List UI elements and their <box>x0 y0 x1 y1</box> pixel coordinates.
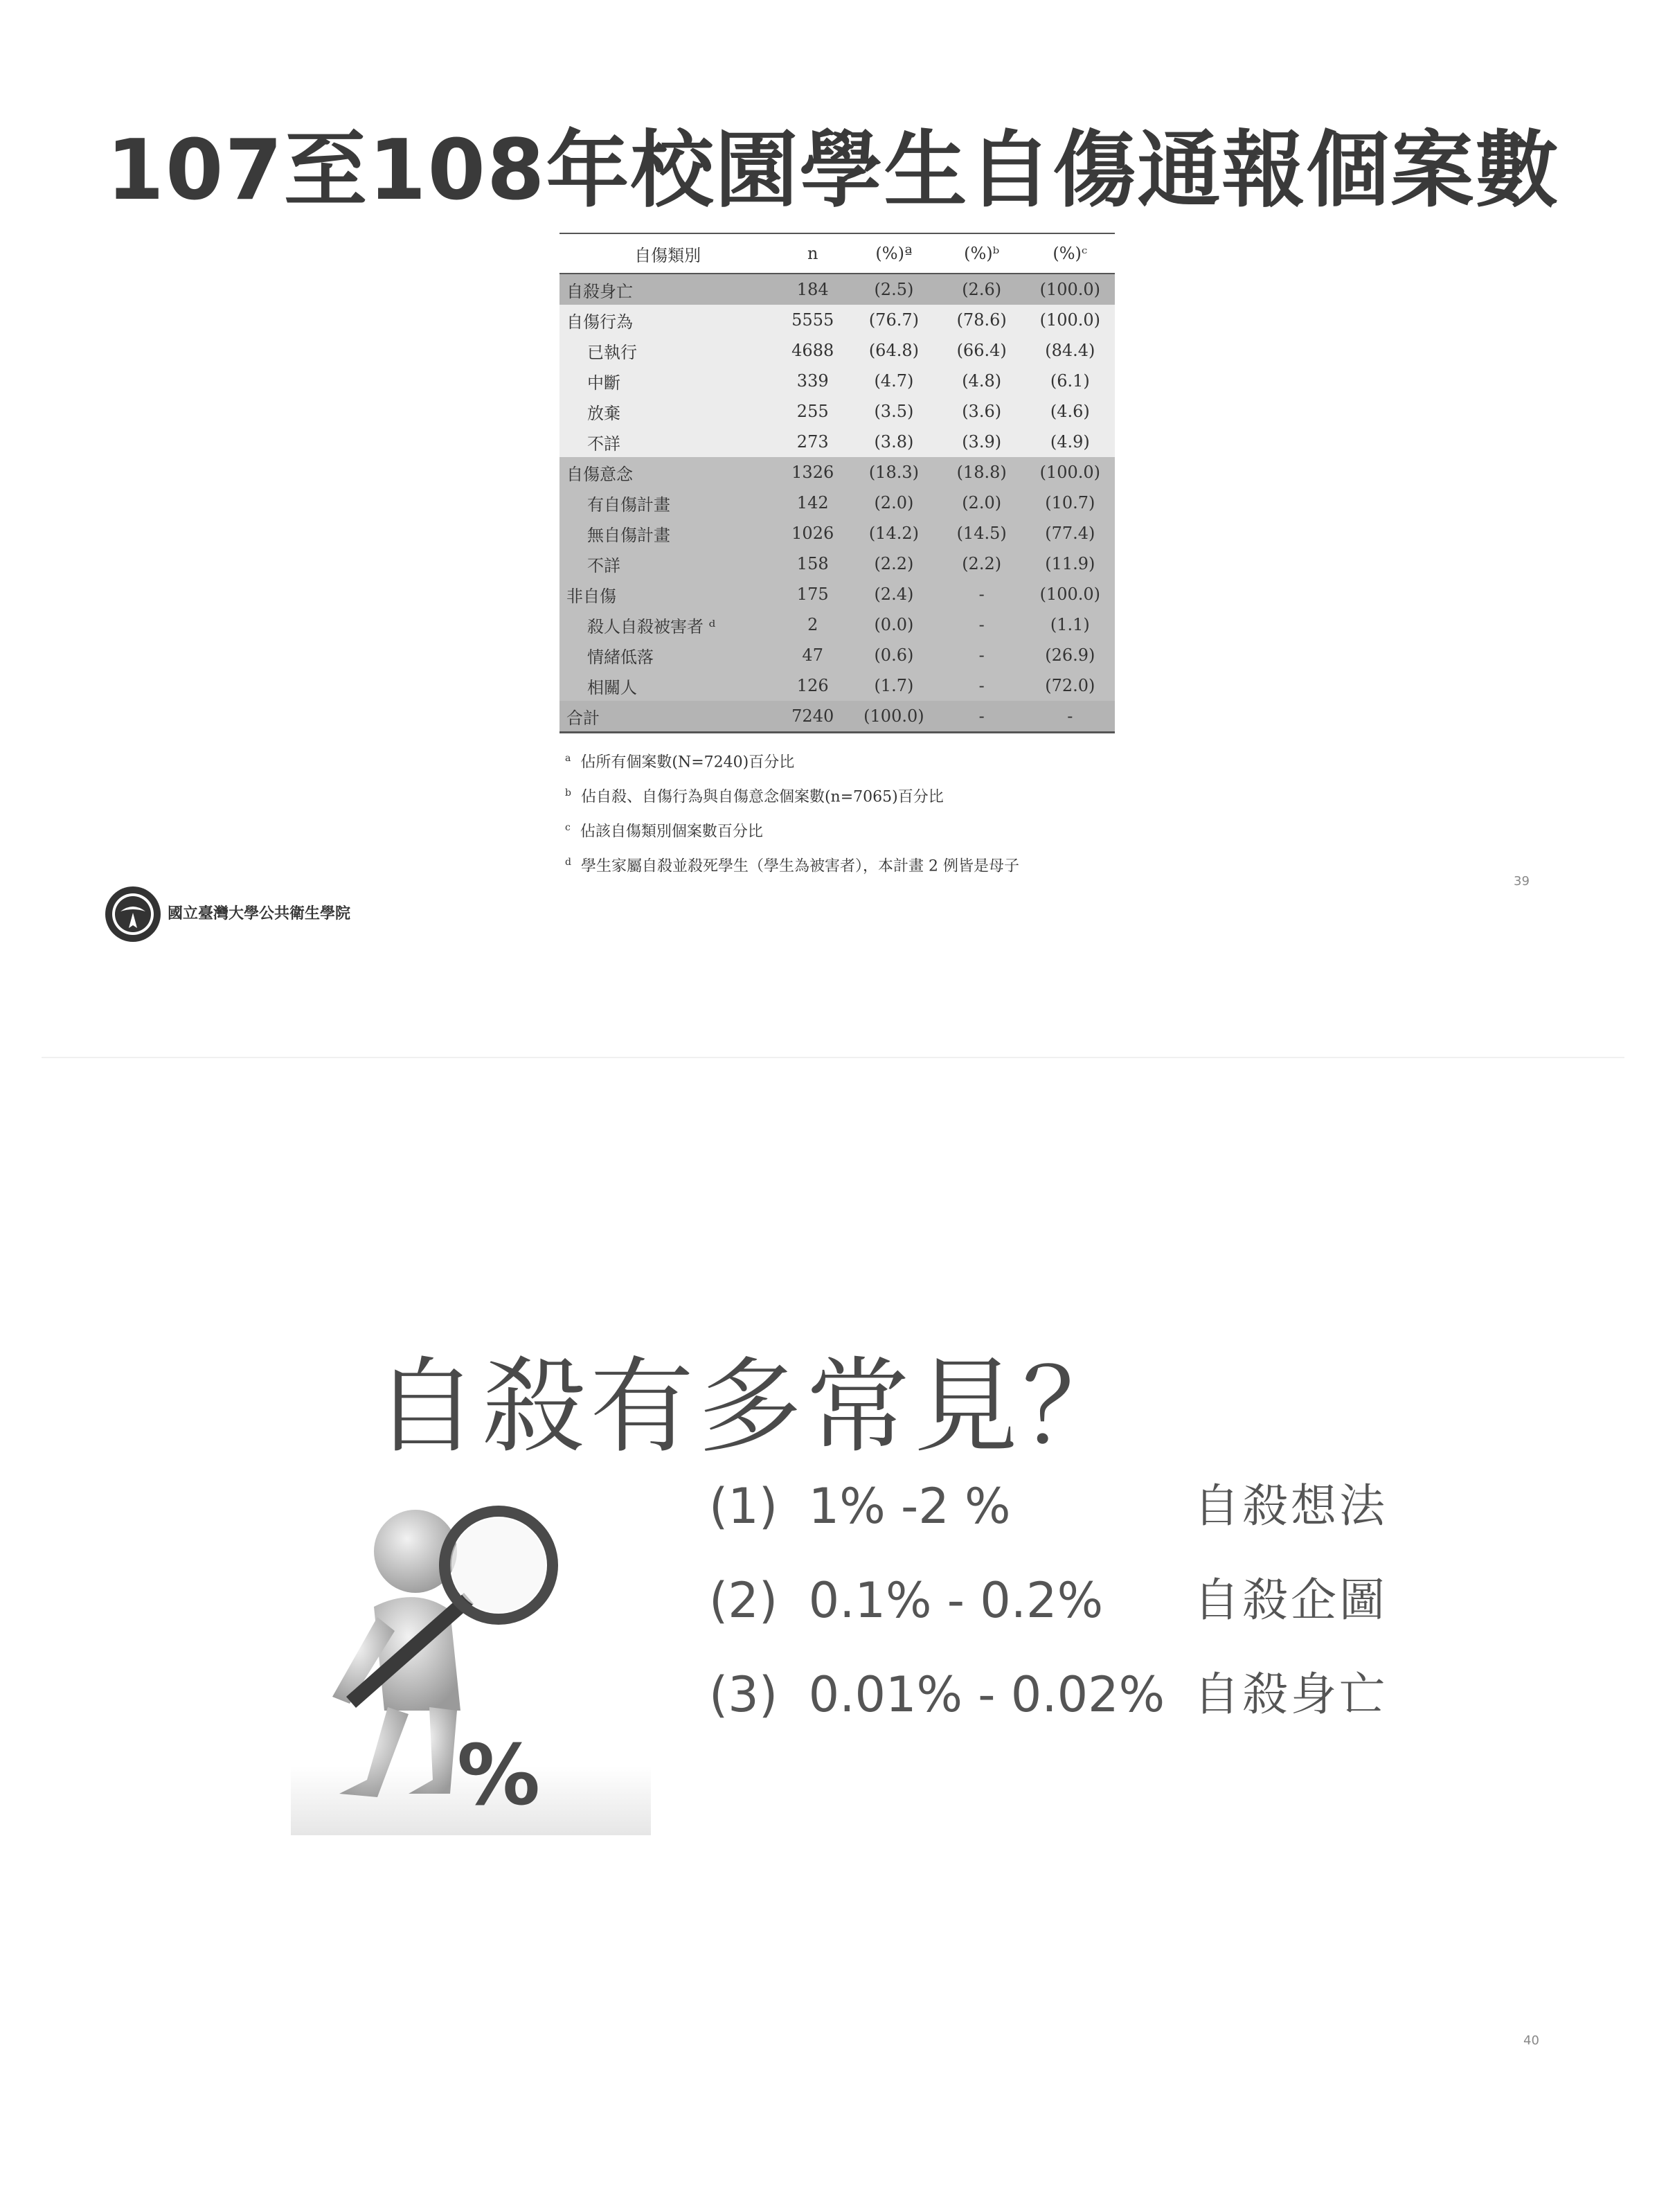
percent-glyph: % <box>456 1728 541 1824</box>
header-pct-c: (%)ᶜ <box>1025 233 1115 274</box>
row-value: 5555 <box>791 310 834 330</box>
row-value: (18.3) <box>868 463 919 482</box>
row-value: (10.7) <box>1045 493 1095 512</box>
row-value: (100.0) <box>1039 585 1101 604</box>
footnote <box>565 776 1019 810</box>
row-category: 相關人 <box>587 677 637 697</box>
row-value: (1.7) <box>874 676 914 695</box>
row-value: - <box>938 701 1025 733</box>
row-value: 4688 <box>791 341 834 360</box>
university-seal-icon <box>104 885 162 943</box>
footnote-mark: b <box>565 787 571 799</box>
row-category: 中斷 <box>587 373 620 393</box>
row-value: 255 <box>796 402 829 421</box>
row-value: 273 <box>796 432 829 452</box>
row-value: (77.4) <box>1045 524 1095 543</box>
row-value: (2.0) <box>874 493 914 512</box>
row-category: 自殺身亡 <box>566 281 633 301</box>
row-value: 339 <box>796 371 829 391</box>
row-value: (84.4) <box>1045 341 1095 360</box>
table-row <box>559 427 1115 457</box>
row-value: (76.7) <box>868 310 919 330</box>
row-range: 0.01% - 0.02% <box>808 1666 1165 1723</box>
row-value: (100.0) <box>850 701 938 733</box>
self-harm-table <box>559 233 1115 733</box>
slide-title: 107至108年校園學生自傷通報個案數 <box>106 123 1560 219</box>
page-number: 39 <box>1514 874 1530 889</box>
row-value: 175 <box>796 585 829 604</box>
header-n: n <box>776 233 850 274</box>
footnote <box>565 845 1019 880</box>
footnote-mark: d <box>565 857 571 868</box>
row-category: 不詳 <box>587 555 620 576</box>
footnote <box>565 741 1019 776</box>
row-category: 合計 <box>559 701 776 733</box>
row-label: 自殺身亡 <box>1194 1668 1388 1721</box>
slide-40 <box>0 1060 1666 2212</box>
row-value: (4.6) <box>1050 402 1090 421</box>
row-value: - <box>978 585 985 604</box>
row-value: (2.0) <box>962 493 1002 512</box>
row-value: (100.0) <box>1039 463 1101 482</box>
row-value: (3.8) <box>874 432 914 452</box>
row-value: (2.6) <box>962 280 1002 299</box>
row-value: 7240 <box>776 701 850 733</box>
page-divider <box>42 1057 1624 1058</box>
row-value: (2.4) <box>874 585 914 604</box>
row-value: (26.9) <box>1045 645 1095 665</box>
row-value: 126 <box>796 676 829 695</box>
row-range: 1% -2 % <box>808 1478 1011 1535</box>
page-number: 40 <box>1523 2033 1539 2048</box>
header-pct-a: (%)ª <box>850 233 938 274</box>
row-value: (4.7) <box>874 371 914 391</box>
footnote-text: 佔所有個案數(N=7240)百分比 <box>580 753 795 771</box>
prevalence-row-1 <box>709 1475 1011 1537</box>
header-category: 自傷類別 <box>559 233 776 274</box>
row-value: - <box>978 676 985 695</box>
row-index: (1) <box>709 1478 778 1535</box>
footnote <box>565 810 1019 845</box>
row-value: (0.6) <box>874 645 914 665</box>
row-value: 158 <box>796 554 829 573</box>
row-value: (100.0) <box>1039 310 1101 330</box>
row-label: 自殺企圖 <box>1194 1573 1388 1627</box>
row-value: - <box>978 615 985 634</box>
row-category: 情緒低落 <box>587 647 654 667</box>
prevalence-row-3 <box>709 1664 1165 1726</box>
row-value: (78.6) <box>956 310 1007 330</box>
row-value: (3.6) <box>962 402 1002 421</box>
footnote-mark: a <box>565 753 571 764</box>
row-category: 殺人自殺被害者 ᵈ <box>587 616 716 636</box>
row-value: (4.8) <box>962 371 1002 391</box>
row-value: (2.2) <box>962 554 1002 573</box>
row-value: (66.4) <box>956 341 1007 360</box>
row-value: (6.1) <box>1050 371 1090 391</box>
row-value: - <box>1025 701 1115 733</box>
row-value: (100.0) <box>1039 280 1101 299</box>
footnote-mark: c <box>565 822 571 833</box>
table-row <box>559 701 1115 733</box>
slide-title: 自殺有多常見？ <box>374 1347 1131 1468</box>
row-value: (1.1) <box>1050 615 1090 634</box>
prevalence-row-2 <box>709 1569 1103 1632</box>
table-row <box>559 670 1115 701</box>
table-row <box>559 457 1115 488</box>
row-value: (0.0) <box>874 615 914 634</box>
row-value: - <box>978 645 985 665</box>
magnifier-person-figure <box>291 1489 651 1835</box>
row-value: (64.8) <box>868 341 919 360</box>
row-value: (14.5) <box>956 524 1007 543</box>
footnote-text: 佔該自傷類別個案數百分比 <box>580 823 763 841</box>
table-row <box>559 609 1115 640</box>
row-value: 47 <box>802 645 823 665</box>
row-value: 142 <box>796 493 829 512</box>
row-value: (18.8) <box>956 463 1007 482</box>
table-row <box>559 335 1115 366</box>
school-name: 國立臺灣大學公共衛生學院 <box>168 904 351 922</box>
table-row <box>559 579 1115 609</box>
row-index: (3) <box>709 1666 778 1723</box>
row-category: 放棄 <box>587 403 620 423</box>
row-value: (2.5) <box>874 280 914 299</box>
footnote-text: 佔自殺、自傷行為與自傷意念個案數(n=7065)百分比 <box>580 788 944 806</box>
header-pct-b: (%)ᵇ <box>938 233 1025 274</box>
row-category: 自傷意念 <box>566 464 633 484</box>
table-row <box>559 366 1115 396</box>
row-category: 無自傷計畫 <box>587 525 670 545</box>
table-row <box>559 548 1115 579</box>
row-value: (2.2) <box>874 554 914 573</box>
row-value: (4.9) <box>1050 432 1090 452</box>
slide-39 <box>0 0 1666 1060</box>
row-category: 不詳 <box>587 434 620 454</box>
table-row <box>559 305 1115 335</box>
row-range: 0.1% - 0.2% <box>808 1572 1104 1629</box>
row-value: (11.9) <box>1045 554 1095 573</box>
footnote-text: 學生家屬自殺並殺死學生（學生為被害者），本計畫 2 例皆是母子 <box>580 857 1019 875</box>
table-row <box>559 518 1115 548</box>
row-label: 自殺想法 <box>1194 1479 1388 1533</box>
table-row <box>559 274 1115 305</box>
row-value: 1326 <box>791 463 834 482</box>
row-value: (3.5) <box>874 402 914 421</box>
row-index: (2) <box>709 1572 778 1629</box>
row-value: (72.0) <box>1045 676 1095 695</box>
row-value: 2 <box>807 615 818 634</box>
row-category: 已執行 <box>587 342 637 362</box>
table-row <box>559 488 1115 518</box>
row-value: 184 <box>796 280 829 299</box>
row-category: 有自傷計畫 <box>587 494 670 515</box>
row-value: (3.9) <box>962 432 1002 452</box>
table-row <box>559 640 1115 670</box>
table-footnotes <box>565 741 1019 880</box>
row-value: (14.2) <box>868 524 919 543</box>
table-header-row <box>559 233 1115 274</box>
row-category: 非自傷 <box>566 586 616 606</box>
table-row <box>559 396 1115 427</box>
row-value: 1026 <box>791 524 834 543</box>
row-category: 自傷行為 <box>566 312 633 332</box>
